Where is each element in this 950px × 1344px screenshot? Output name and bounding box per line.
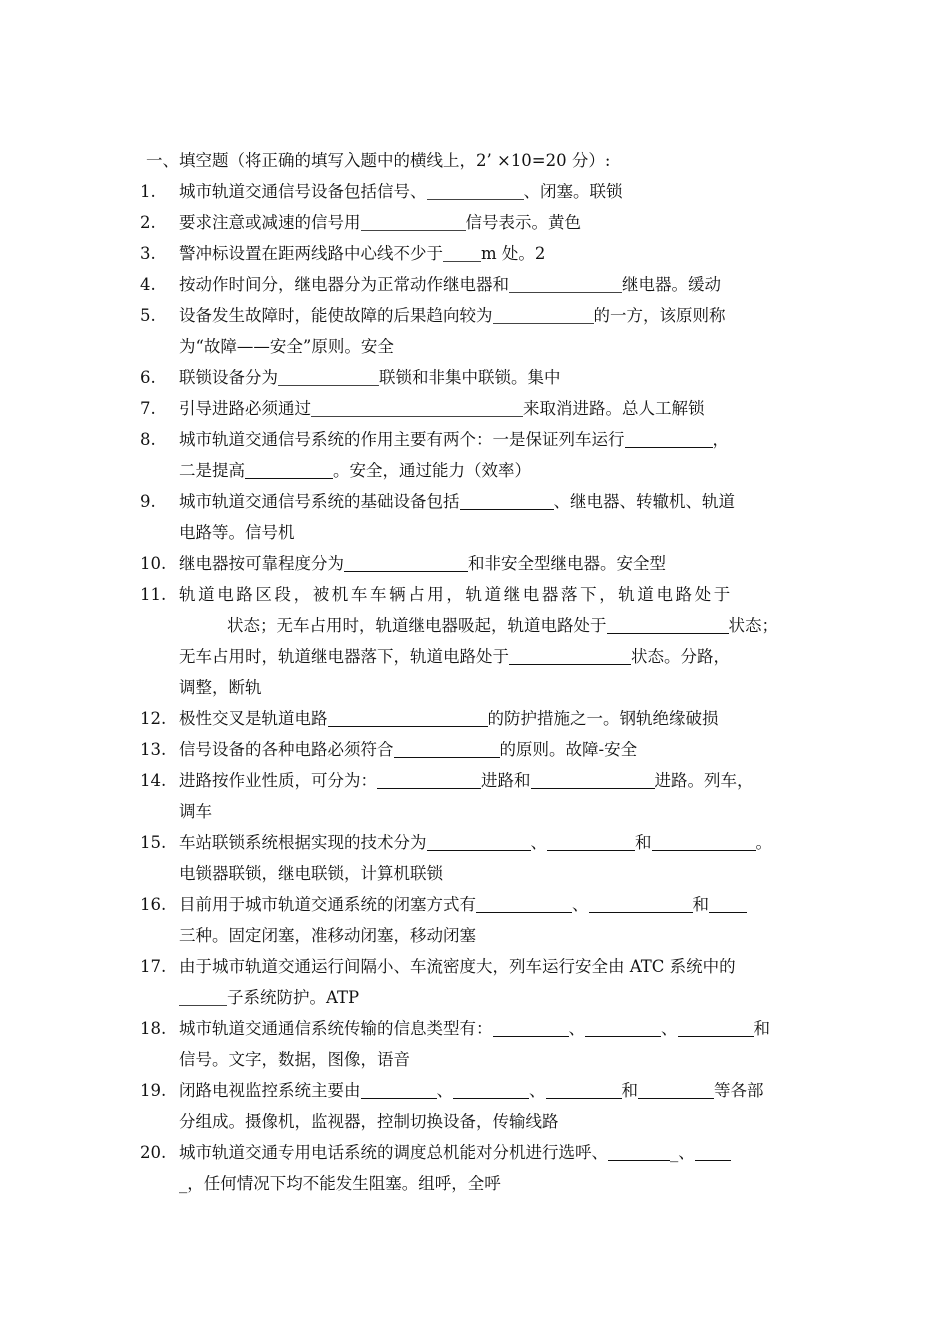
question-item — [140, 238, 812, 269]
question-text: 联锁和非集中联锁。集中 — [379, 368, 561, 387]
question-number: 1. — [140, 182, 156, 201]
question-text: 警冲标设置在距两线路中心线不少于 — [179, 244, 443, 263]
question-text: 、继电器、转辙机、轨道 — [553, 492, 735, 511]
answer-blank[interactable] — [607, 613, 729, 634]
question-text: 按动作时间分，继电器分为正常动作继电器和 — [179, 275, 509, 294]
answer-blank[interactable] — [625, 427, 713, 448]
answer-blank[interactable] — [695, 1140, 731, 1161]
question-text: 和 — [635, 833, 652, 852]
question-item — [140, 703, 812, 734]
answer-blank[interactable] — [585, 1016, 661, 1037]
question-text: ， — [712, 430, 729, 449]
answer-blank[interactable] — [453, 1078, 529, 1099]
question-text: m 处。2 — [481, 244, 546, 263]
question-item — [140, 1137, 812, 1199]
answer-blank[interactable] — [638, 1078, 714, 1099]
question-text: 、 — [529, 1081, 546, 1100]
question-text: 和非安全型继电器。安全型 — [468, 554, 666, 573]
question-text: 信号设备的各种电路必须符合 — [179, 740, 394, 759]
answer-blank[interactable] — [443, 241, 481, 262]
question-item — [140, 1075, 812, 1137]
question-text: 来取消进路。总人工解锁 — [523, 399, 705, 418]
answer-blank[interactable] — [311, 396, 523, 417]
question-text: 分组成。摄像机，监视器，控制切换设备，传输线路 — [179, 1112, 559, 1131]
question-text: 调整，断轨 — [179, 678, 262, 697]
answer-blank[interactable] — [493, 303, 594, 324]
question-number: 7. — [140, 399, 156, 418]
answer-blank[interactable] — [361, 210, 466, 231]
question-number: 19. — [140, 1081, 167, 1100]
answer-blank[interactable] — [328, 706, 488, 727]
answer-blank[interactable] — [427, 179, 524, 200]
question-number: 2. — [140, 213, 156, 232]
question-item — [140, 548, 812, 579]
question-number: 8. — [140, 430, 156, 449]
question-number: 20. — [140, 1143, 167, 1162]
answer-blank[interactable] — [547, 830, 635, 851]
question-item — [140, 207, 812, 238]
question-number: 18. — [140, 1019, 167, 1038]
question-number: 5. — [140, 306, 156, 325]
question-text: 。 — [755, 833, 772, 852]
question-item — [140, 765, 812, 827]
question-text: 子系统防护。ATP — [227, 988, 360, 1007]
question-number: 14. — [140, 771, 167, 790]
answer-blank[interactable] — [377, 768, 481, 789]
question-item — [140, 362, 812, 393]
question-text: 状态。分路， — [631, 647, 730, 666]
question-text: 、 — [568, 1019, 585, 1038]
question-number: 3. — [140, 244, 156, 263]
question-text: 联锁设备分为 — [179, 368, 278, 387]
question-text: 要求注意或减速的信号用 — [179, 213, 361, 232]
answer-blank[interactable] — [460, 489, 554, 510]
question-text: 。安全，通过能力（效率） — [333, 461, 531, 480]
question-text: 等各部 — [714, 1081, 764, 1100]
question-text: 的一方，该原则称 — [593, 306, 726, 325]
answer-blank[interactable] — [546, 1078, 622, 1099]
answer-blank[interactable] — [278, 365, 379, 386]
question-item — [140, 424, 812, 486]
question-text: 城市轨道交通信号系统的基础设备包括 — [179, 492, 460, 511]
question-text: 状态；无车占用时，轨道继电器吸起，轨道电路处于 — [227, 616, 607, 635]
question-item — [140, 1013, 812, 1075]
question-text: 二是提高 — [179, 461, 245, 480]
question-text: 电锁器联锁，继电联锁，计算机联锁 — [179, 864, 443, 883]
question-text: 进路。列车， — [654, 771, 754, 790]
question-text: 调车 — [179, 802, 212, 821]
question-item — [140, 579, 812, 703]
answer-blank[interactable] — [589, 892, 693, 913]
answer-blank[interactable] — [509, 272, 622, 293]
question-text: 车站联锁系统根据实现的技术分为 — [179, 833, 427, 852]
question-text: 、 — [678, 1143, 695, 1162]
question-number: 17. — [140, 957, 167, 976]
answer-blank[interactable] — [531, 768, 655, 789]
answer-blank[interactable] — [245, 458, 333, 479]
question-text: 信号。文字，数据，图像，语音 — [179, 1050, 410, 1069]
question-text: 状态； — [728, 616, 778, 635]
question-text: 无车占用时，轨道继电器落下，轨道电路处于 — [179, 647, 509, 666]
answer-blank[interactable] — [678, 1016, 754, 1037]
question-text: 城市轨道交通信号设备包括信号、 — [179, 182, 427, 201]
question-text: 引导进路必须通过 — [179, 399, 311, 418]
section-heading: 一、填空题（将正确的填写入题中的横线上，2’ ×10=20 分）: — [146, 151, 611, 170]
answer-blank[interactable] — [361, 1078, 437, 1099]
question-text: 目前用于城市轨道交通系统的闭塞方式有 — [179, 895, 476, 914]
question-item — [140, 176, 812, 207]
question-item — [140, 269, 812, 300]
question-text: 极性交叉是轨道电路 — [179, 709, 328, 728]
question-text: 设备发生故障时，能使故障的后果趋向较为 — [179, 306, 493, 325]
answer-blank[interactable] — [476, 892, 572, 913]
question-number: 6. — [140, 368, 156, 387]
question-text: 继电器按可靠程度分为 — [179, 554, 344, 573]
question-text: 城市轨道交通信号系统的作用主要有两个：一是保证列车运行 — [179, 430, 625, 449]
question-number: 4. — [140, 275, 156, 294]
question-text: 电路等。信号机 — [179, 523, 295, 542]
question-text: 的原则。故障-安全 — [499, 740, 638, 759]
question-text: 城市轨道交通专用电话系统的调度总机能对分机进行选呼、 — [179, 1143, 608, 1162]
question-text: 和 — [621, 1081, 638, 1100]
answer-blank[interactable] — [427, 830, 531, 851]
question-text: 和 — [692, 895, 709, 914]
question-text: 三种。固定闭塞，准移动闭塞，移动闭塞 — [179, 926, 476, 945]
question-item — [140, 734, 812, 765]
question-item — [140, 951, 812, 1013]
question-text: 、 — [572, 895, 589, 914]
answer-blank[interactable] — [608, 1140, 670, 1161]
answer-blank[interactable] — [179, 985, 227, 1006]
question-item — [140, 393, 812, 424]
question-text: 轨道电路区段，被机车车辆占用，轨道继电器落下，轨道电路处于 — [179, 585, 733, 604]
question-text: _，任何情况下均不能发生阻塞。组呼，全呼 — [179, 1174, 501, 1193]
answer-blank[interactable] — [652, 830, 756, 851]
question-text: 的防护措施之一。钢轨绝缘破损 — [487, 709, 719, 728]
question-text: 由于城市轨道交通运行间隔小、车流密度大，列车运行安全由 ATC 系统中的 — [179, 957, 736, 976]
question-number: 9. — [140, 492, 156, 511]
question-number: 11. — [140, 585, 167, 604]
answer-blank[interactable] — [709, 892, 747, 913]
question-text: 信号表示。黄色 — [465, 213, 581, 232]
question-text: 、闭塞。联锁 — [523, 182, 623, 201]
question-item — [140, 889, 812, 951]
question-number: 16. — [140, 895, 167, 914]
question-text: 进路和 — [481, 771, 531, 790]
question-number: 13. — [140, 740, 167, 759]
question-item — [140, 300, 812, 362]
answer-blank[interactable] — [344, 551, 468, 572]
answer-blank[interactable] — [493, 1016, 569, 1037]
question-text: 闭路电视监控系统主要由 — [179, 1081, 361, 1100]
question-text: 、 — [530, 833, 547, 852]
question-text: 继电器。缓动 — [622, 275, 721, 294]
question-item — [140, 827, 812, 889]
answer-blank[interactable] — [509, 644, 631, 665]
question-number: 12. — [140, 709, 167, 728]
question-number: 15. — [140, 833, 167, 852]
answer-blank[interactable] — [394, 737, 500, 758]
question-text: 进路按作业性质，可分为： — [179, 771, 377, 790]
question-number: 10. — [140, 554, 167, 573]
question-text: 和 — [753, 1019, 770, 1038]
question-text: 、 — [661, 1019, 678, 1038]
question-text: 、 — [436, 1081, 453, 1100]
question-text: 城市轨道交通通信系统传输的信息类型有： — [179, 1019, 493, 1038]
question-text: _ — [670, 1143, 679, 1162]
question-item — [140, 486, 812, 548]
question-text: 为“故障——安全”原则。安全 — [179, 337, 394, 356]
